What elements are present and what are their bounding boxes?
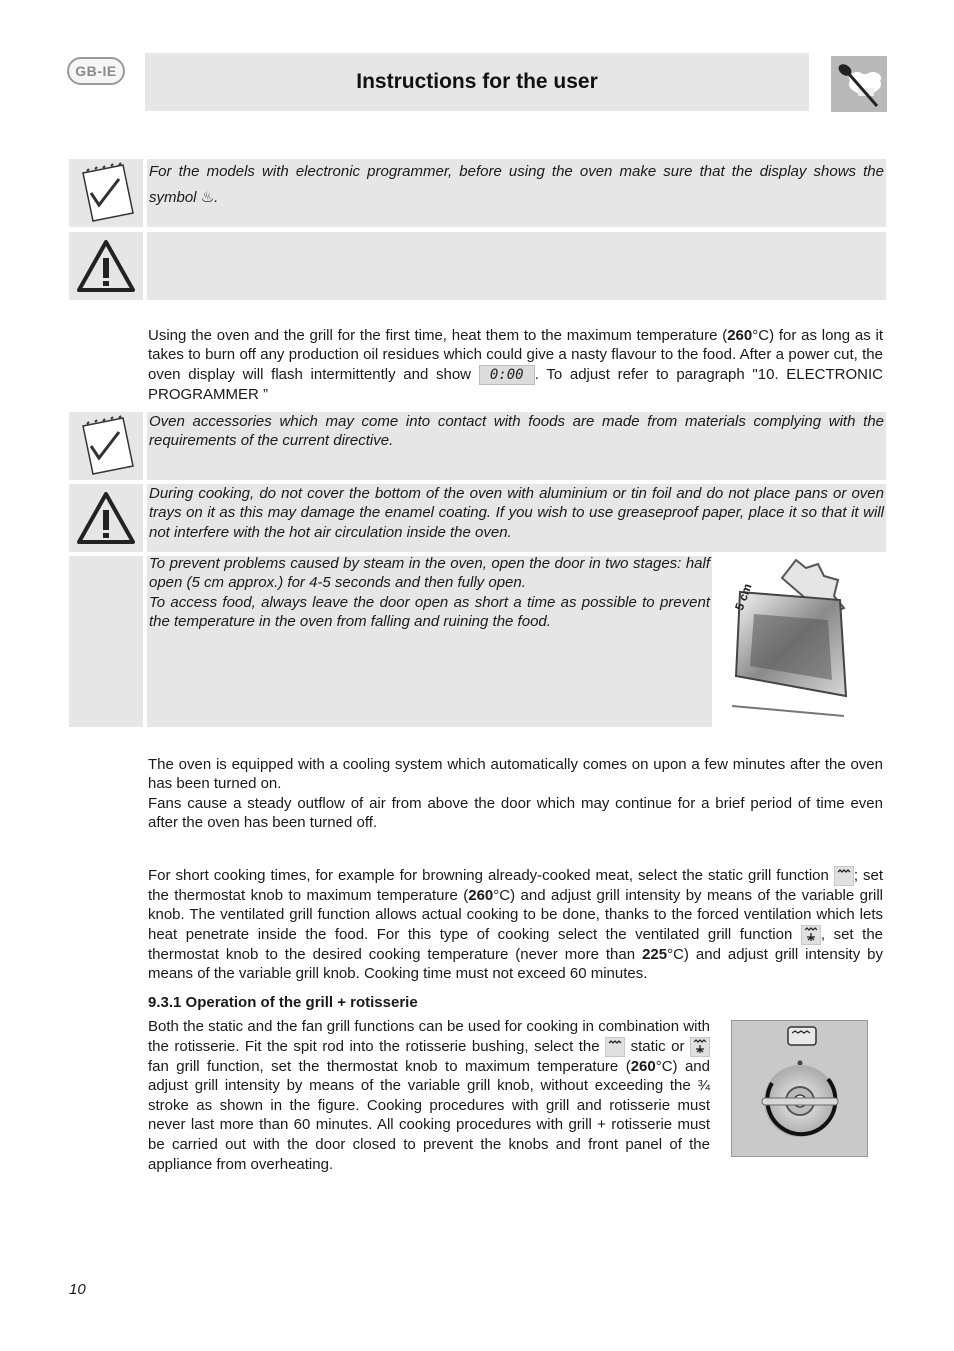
oven-steam-symbol-icon: ♨: [200, 189, 215, 206]
steam-icon-cell: [69, 556, 143, 727]
steam-text-2: To access food, always leave the door open as short a time as possible to prevent the temperature in the oven from falling and ruining the food.: [149, 594, 710, 631]
page-title: Instructions for the user: [356, 70, 598, 93]
warning-triangle-icon: [69, 232, 143, 300]
fan-grill-icon: [801, 925, 821, 945]
steam-note-box: [147, 556, 712, 727]
steam-text-1: To prevent problems caused by steam in the oven, open the door in two stages: half open (5 cm approx.) for 4-5 seconds and then fully open.: [149, 555, 710, 592]
display-reading: 0:00: [479, 365, 535, 385]
oven-door-illustration: [726, 556, 860, 720]
first-use-paragraph: Using the oven and the grill for the first time, heat them to the maximum temperature (260°C) for as long as it takes to burn off any production oil residues which could give a nasty flavour to the food. After a power cut, the oven display will flash intermittently and show 0:00 . To adjust refer to paragraph "10. ELECTRONIC PROGRAMMER ”: [148, 327, 884, 403]
page-number: 10: [69, 1281, 86, 1298]
warning-text-2: During cooking, do not cover the bottom of the oven with aluminium or tin foil and do not place pans or oven trays on it as this may damage the enamel coating. If you wish to use greaseproof paper, place it so that it will not interfere with the hot air circulation inside the oven.: [149, 485, 884, 541]
note-icon-cell-2: [69, 412, 143, 480]
fan-grill-icon: [690, 1037, 710, 1057]
grill-section: For short cooking times, for example for browning already-cooked meat, select the static grill function ; set the thermostat knob to maximum temperature (260°C) and adjust grill intensity by means of the variable grill knob. The ventilated grill function allows actual cooking to be done, thanks to the forced ventilation which lets heat penetrate inside the food. For this type of cooking select the ventilated grill function , set the thermostat knob to the desired cooking temperature (never more than 225°C) and adjust grill intensity by means of the variable grill knob. Cooking time must not exceed 60 minutes.: [148, 867, 883, 982]
cooling-text-2: Fans cause a steady outflow of air from above the door which may continue for a brief period of time even after the oven has been turned off.: [148, 794, 883, 831]
note-icon-cell-1: [69, 159, 143, 227]
note-text-1: For the models with electronic programmer, before using the oven make sure that the display shows the symbol ♨.: [149, 163, 884, 206]
rotisserie-heading: 9.3.1 Operation of the grill + rotisserie: [148, 994, 418, 1011]
note-text-2: Oven accessories which may come into contact with foods are made from materials complying with the requirements of the current directive.: [149, 413, 884, 450]
notepad-check-icon: [69, 159, 143, 227]
static-grill-icon: [605, 1037, 625, 1057]
note-box-2: [147, 412, 886, 480]
static-grill-icon: [834, 866, 854, 886]
warning-icon-cell-2: [69, 484, 143, 552]
rotisserie-heading-wrap: [148, 994, 858, 1011]
cooling-section: [148, 755, 883, 832]
warning-box-2: [147, 484, 886, 552]
door-gap-label: 5 cm: [732, 581, 755, 613]
note-box-1: [147, 159, 886, 227]
cooling-text-1: The oven is equipped with a cooling system which automatically comes on upon a few minutes after the oven has been turned on.: [148, 756, 883, 793]
grill-knob-illustration: [731, 1020, 868, 1157]
warning-box-1: [147, 232, 886, 300]
warning-icon-cell-1: [69, 232, 143, 300]
rotisserie-section: Both the static and the fan grill functions can be used for cooking in combination with the rotisserie. Fit the spit rod into the rotisserie bushing, select the static or fan grill function, set the thermostat knob to maximum temperature (260°C) and adjust grill intensity by means of the variable grill knob, without exceeding the ¾ stroke as shown in the figure. Cooking procedures with grill and rotisserie must never last more than 60 minutes. All cooking procedures with grill + rotisserie must be carried out with the door closed to prevent the knobs and front panel of the appliance from overheating.: [148, 1018, 710, 1173]
warning-triangle-icon: [69, 484, 143, 552]
region-badge: GB-IE: [67, 57, 125, 85]
notepad-check-icon: [69, 412, 143, 480]
chef-hat-spoon-icon: [831, 56, 887, 112]
header-bar: [145, 53, 809, 111]
